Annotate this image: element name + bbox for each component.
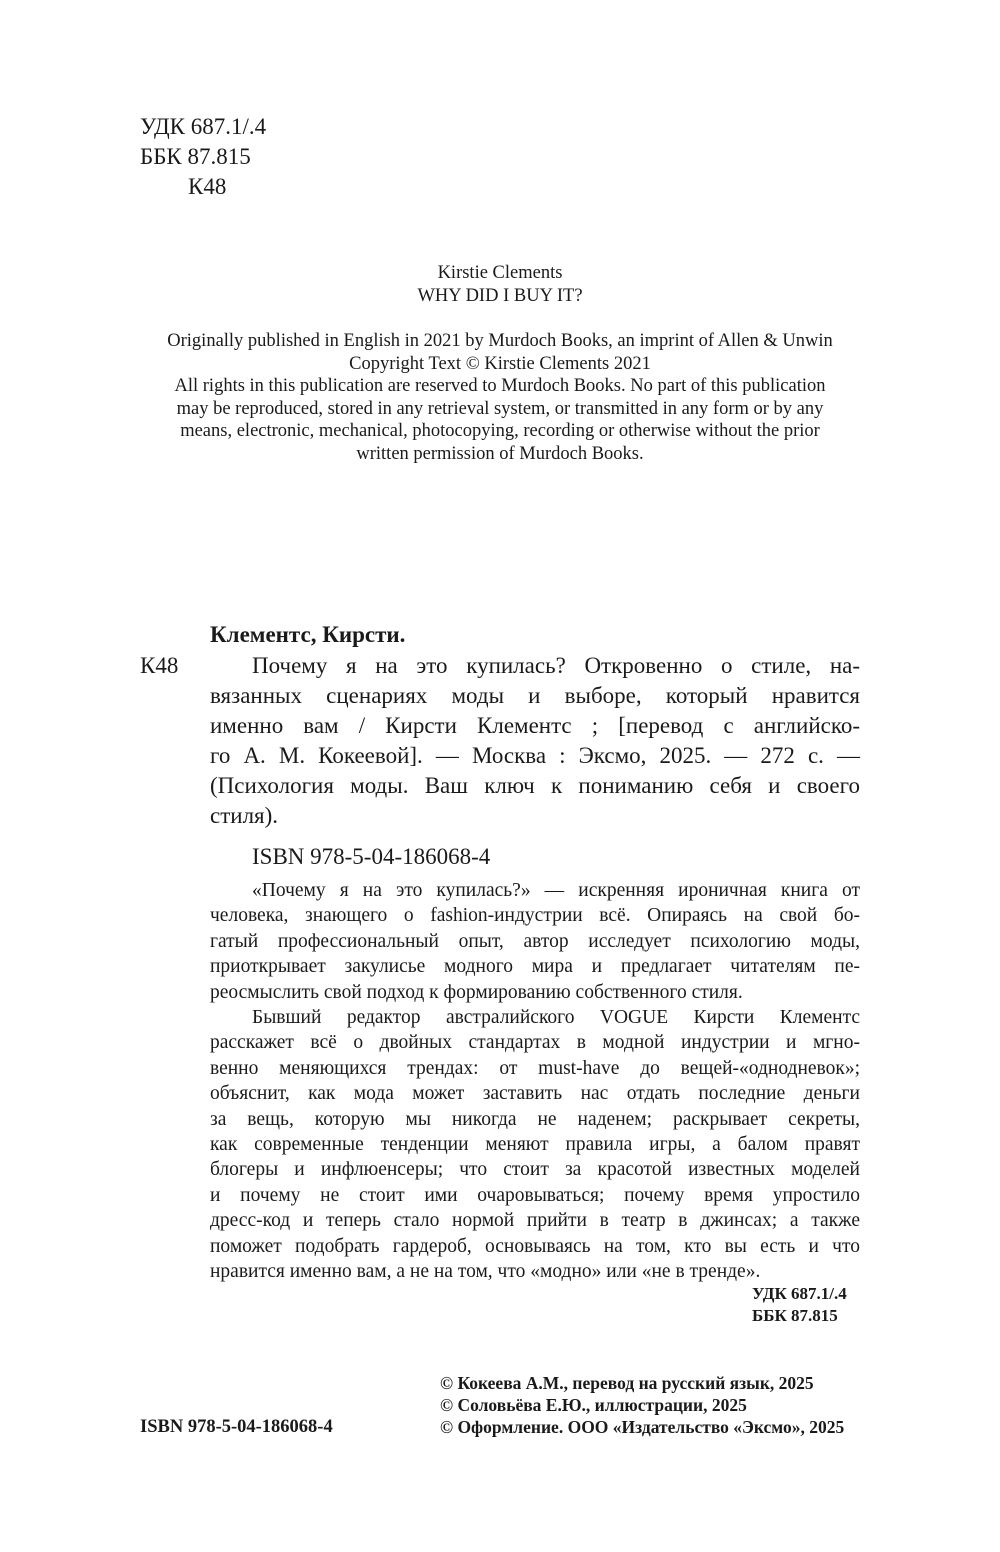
original-edition-line: means, electronic, mechanical, photocopying, recording or otherwise without the prior: [180, 421, 820, 441]
card-description-line: именно вам / Кирсти Клементс ; [перевод с английско-: [210, 713, 860, 738]
original-title: WHY DID I BUY IT?: [417, 285, 583, 306]
card-description-line: го А. М. Кокеевой]. — Москва : Эксмо, 2025. — 272 с. —: [210, 743, 860, 768]
card-description: [210, 651, 860, 831]
udk-code: УДК 687.1/.4: [140, 114, 267, 139]
annotation-line: реосмыслить свой подход к формированию собственного стиля.: [210, 981, 743, 1003]
author-mark: К48: [188, 174, 227, 199]
annotation-line: венно меняющихся трендах: от must-have до вещей-«однодневок»;: [210, 1057, 860, 1079]
annotation-line: дресс-код и теперь стало нормой прийти в театр в джинсах; а также: [210, 1210, 860, 1232]
annotation-line: приоткрывает закулисье модного мира и предлагает читателям пе-: [210, 956, 860, 978]
card-description-line: стиля).: [210, 803, 279, 828]
copyright-line: © Соловьёва Е.Ю., иллюстрации, 2025: [440, 1395, 747, 1415]
annotation-line: блогеры и инфлюенсеры; что стоит за красотой известных моделей: [210, 1159, 860, 1181]
original-edition-block: [140, 262, 860, 465]
original-edition-line: may be reproduced, stored in any retrieval system, or transmitted in any form or by any: [176, 398, 824, 419]
card-author-mark: К48: [140, 653, 179, 678]
copyright-line: © Кокеева А.М., перевод на русский язык, 2025: [440, 1373, 814, 1393]
annotation-line: Бывший редактор австралийского VOGUE Кирсти Клементс: [252, 1007, 860, 1029]
original-edition-line: Copyright Text © Kirstie Clements 2021: [349, 353, 651, 374]
annotation: [210, 878, 860, 1285]
copyright-line: © Оформление. ООО «Издательство «Эксмо», 2025: [440, 1417, 845, 1437]
card-description-line: вязанных сценариях моды и выборе, который нравится: [210, 683, 860, 708]
card-author-heading: Клементс, Кирсти.: [210, 622, 406, 647]
bottom-classification-block: [752, 1283, 847, 1327]
copyright-block: [440, 1372, 844, 1438]
annotation-line: расскажет всё о двойных стандартах в модной индустрии и мгно-: [210, 1032, 860, 1054]
original-edition-line: Originally published in English in 2021 by Murdoch Books, an imprint of Allen & Unwin: [167, 331, 833, 351]
original-edition-line: All rights in this publication are reserved to Murdoch Books. No part of this publication: [174, 376, 826, 396]
annotation-line: и почему не стоит ими очаровываться; почему время упростило: [210, 1184, 860, 1206]
card-isbn: ISBN 978-5-04-186068-4: [252, 844, 491, 869]
annotation-line: как современные тенденции меняют правила игры, а балом правят: [210, 1134, 860, 1156]
spacer: [140, 307, 860, 330]
original-edition-line: written permission of Murdoch Books.: [356, 443, 644, 464]
annotation-line: человека, знающего о fashion-индустрии всё. Опираясь на свой бо-: [210, 905, 860, 927]
card-description-line: (Психология моды. Ваш ключ к пониманию себя и своего: [210, 773, 860, 798]
annotation-line: «Почему я на это купилась?» — искренняя ироничная книга от: [252, 880, 860, 901]
udk-code-bottom: УДК 687.1/.4: [752, 1284, 847, 1303]
annotation-line: нравится именно вам, а не на том, что «модно» или «не в тренде».: [210, 1261, 761, 1283]
annotation-line: поможет подобрать гардероб, основываясь на том, кто вы есть и что: [210, 1235, 860, 1257]
card-description-line: Почему я на это купилась? Откровенно о стиле, на-: [252, 653, 860, 678]
footer-isbn: ISBN 978-5-04-186068-4: [140, 1417, 333, 1437]
bbk-code-bottom: ББК 87.815: [752, 1306, 838, 1325]
top-classification-block: [140, 112, 266, 202]
bbk-code: ББК 87.815: [140, 144, 251, 169]
annotation-line: объяснит, как мода может заставить нас отдать последние деньги: [210, 1083, 860, 1105]
annotation-line: гатый профессиональный опыт, автор исследует психологию моды,: [210, 930, 860, 952]
original-author: Kirstie Clements: [437, 263, 563, 283]
annotation-line: за вещь, которую мы никогда не наденем; раскрывает секреты,: [210, 1108, 860, 1130]
